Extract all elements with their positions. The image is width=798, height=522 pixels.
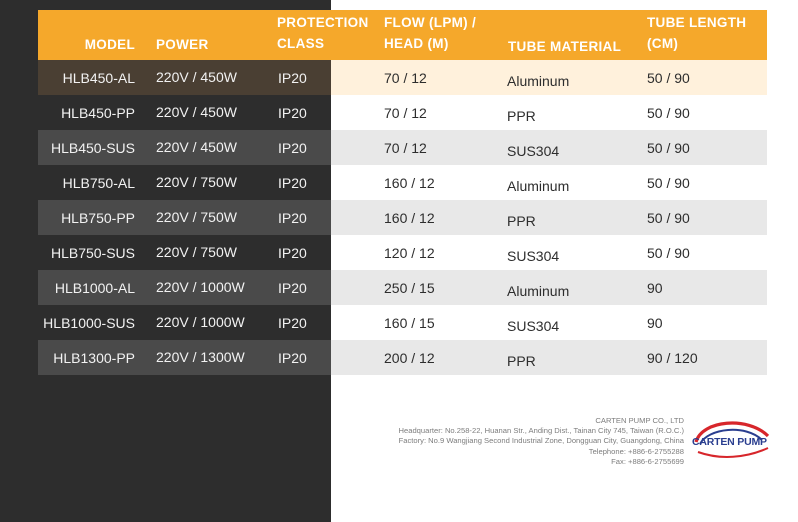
table-row [38,165,767,200]
cell-protection: IP20 [278,105,307,121]
factory-address: Factory: No.9 Wangjiang Second Industrial Zone, Dongguan City, Guangdong, China [398,436,684,446]
cell-material: SUS304 [507,143,560,159]
cell-model: HLB1000-AL [54,280,135,296]
cell-power: 220V / 750W [156,174,237,190]
cell-protection: IP20 [278,280,307,296]
row-light-cell [331,130,767,165]
table-row [38,270,767,305]
row-dark-cell [38,130,331,165]
carten-pump-logo [690,414,772,464]
header-tube-length-line2: (CM) [647,36,679,51]
telephone: Telephone: +886-6-2755288 [588,446,684,456]
cell-length: 50 / 90 [647,70,690,86]
cell-model: HLB1300-PP [53,350,135,366]
row-light-cell [331,270,767,305]
header-power: POWER [156,37,209,52]
cell-power: 220V / 450W [156,104,237,120]
row-dark-cell [38,60,331,95]
cell-flow: 70 / 12 [384,105,427,121]
cell-flow: 160 / 12 [384,210,435,226]
cell-flow: 160 / 15 [384,315,435,331]
table-row [38,60,767,95]
cell-length: 50 / 90 [647,140,690,156]
fax: Fax: +886-6-2755699 [611,456,684,466]
cell-length: 90 / 120 [647,350,698,366]
row-dark-cell [38,340,331,375]
cell-protection: IP20 [278,140,307,156]
row-dark-cell [38,165,331,200]
row-light-cell [331,60,767,95]
cell-protection: IP20 [278,245,307,261]
cell-length: 50 / 90 [647,210,690,226]
cell-flow: 160 / 12 [384,175,435,191]
header-tube-material: TUBE MATERIAL [508,39,622,54]
cell-flow: 250 / 15 [384,280,435,296]
company-contact-block [340,416,684,467]
table-header [38,10,767,60]
company-name: CARTEN PUMP CO., LTD [595,416,684,425]
table-row [38,95,767,130]
cell-protection: IP20 [278,70,307,86]
cell-length: 50 / 90 [647,245,690,261]
header-flow-line1: FLOW (LPM) / [384,15,477,30]
cell-flow: 200 / 12 [384,350,435,366]
cell-flow: 70 / 12 [384,140,427,156]
row-light-cell [331,95,767,130]
cell-model: HLB1000-SUS [43,315,135,331]
table-row [38,305,767,340]
cell-power: 220V / 1000W [156,314,245,330]
cell-protection: IP20 [278,315,307,331]
cell-protection: IP20 [278,210,307,226]
row-light-cell [331,340,767,375]
cell-length: 50 / 90 [647,175,690,191]
cell-material: Aluminum [507,283,570,299]
cell-material: Aluminum [507,73,570,89]
row-dark-cell [38,235,331,270]
header-protection-line2: CLASS [277,36,325,51]
cell-material: PPR [507,353,536,369]
row-dark-cell [38,270,331,305]
header-flow-line2: HEAD (M) [384,36,449,51]
cell-protection: IP20 [278,175,307,191]
row-dark-cell [38,200,331,235]
table-row [38,200,767,235]
cell-material: PPR [507,108,536,124]
cell-power: 220V / 450W [156,69,237,85]
cell-material: Aluminum [507,178,570,194]
table-row [38,235,767,270]
cell-length: 90 [647,315,663,331]
cell-model: HLB750-AL [62,175,135,191]
cell-power: 220V / 1000W [156,279,245,295]
cell-material: SUS304 [507,318,560,334]
header-model: MODEL [84,37,135,52]
table-row [38,340,767,375]
cell-flow: 120 / 12 [384,245,435,261]
cell-material: SUS304 [507,248,560,264]
cell-power: 220V / 750W [156,209,237,225]
headquarter-address: Headquarter: No.258-22, Huanan Str., Anding Dist., Tainan City 745, Taiwan (R.O.C.) [398,426,684,436]
cell-length: 90 [647,280,663,296]
cell-power: 220V / 450W [156,139,237,155]
cell-material: PPR [507,213,536,229]
header-tube-length-line1: TUBE LENGTH [647,15,747,30]
cell-model: HLB450-PP [61,105,135,121]
cell-power: 220V / 750W [156,244,237,260]
cell-power: 220V / 1300W [156,349,245,365]
cell-length: 50 / 90 [647,105,690,121]
header-protection-line1: PROTECTION [277,15,369,30]
spec-table [38,10,767,375]
cell-protection: IP20 [278,350,307,366]
logo-wordmark: CARTEN PUMP [692,436,767,448]
row-light-cell [331,165,767,200]
cell-model: HLB750-PP [61,210,135,226]
row-light-cell [331,305,767,340]
row-light-cell [331,235,767,270]
row-dark-cell [38,305,331,340]
table-row [38,130,767,165]
cell-model: HLB750-SUS [50,245,135,261]
cell-flow: 70 / 12 [384,70,427,86]
cell-model: HLB450-SUS [50,140,135,156]
row-dark-cell [38,95,331,130]
cell-model: HLB450-AL [62,70,135,86]
row-light-cell [331,200,767,235]
